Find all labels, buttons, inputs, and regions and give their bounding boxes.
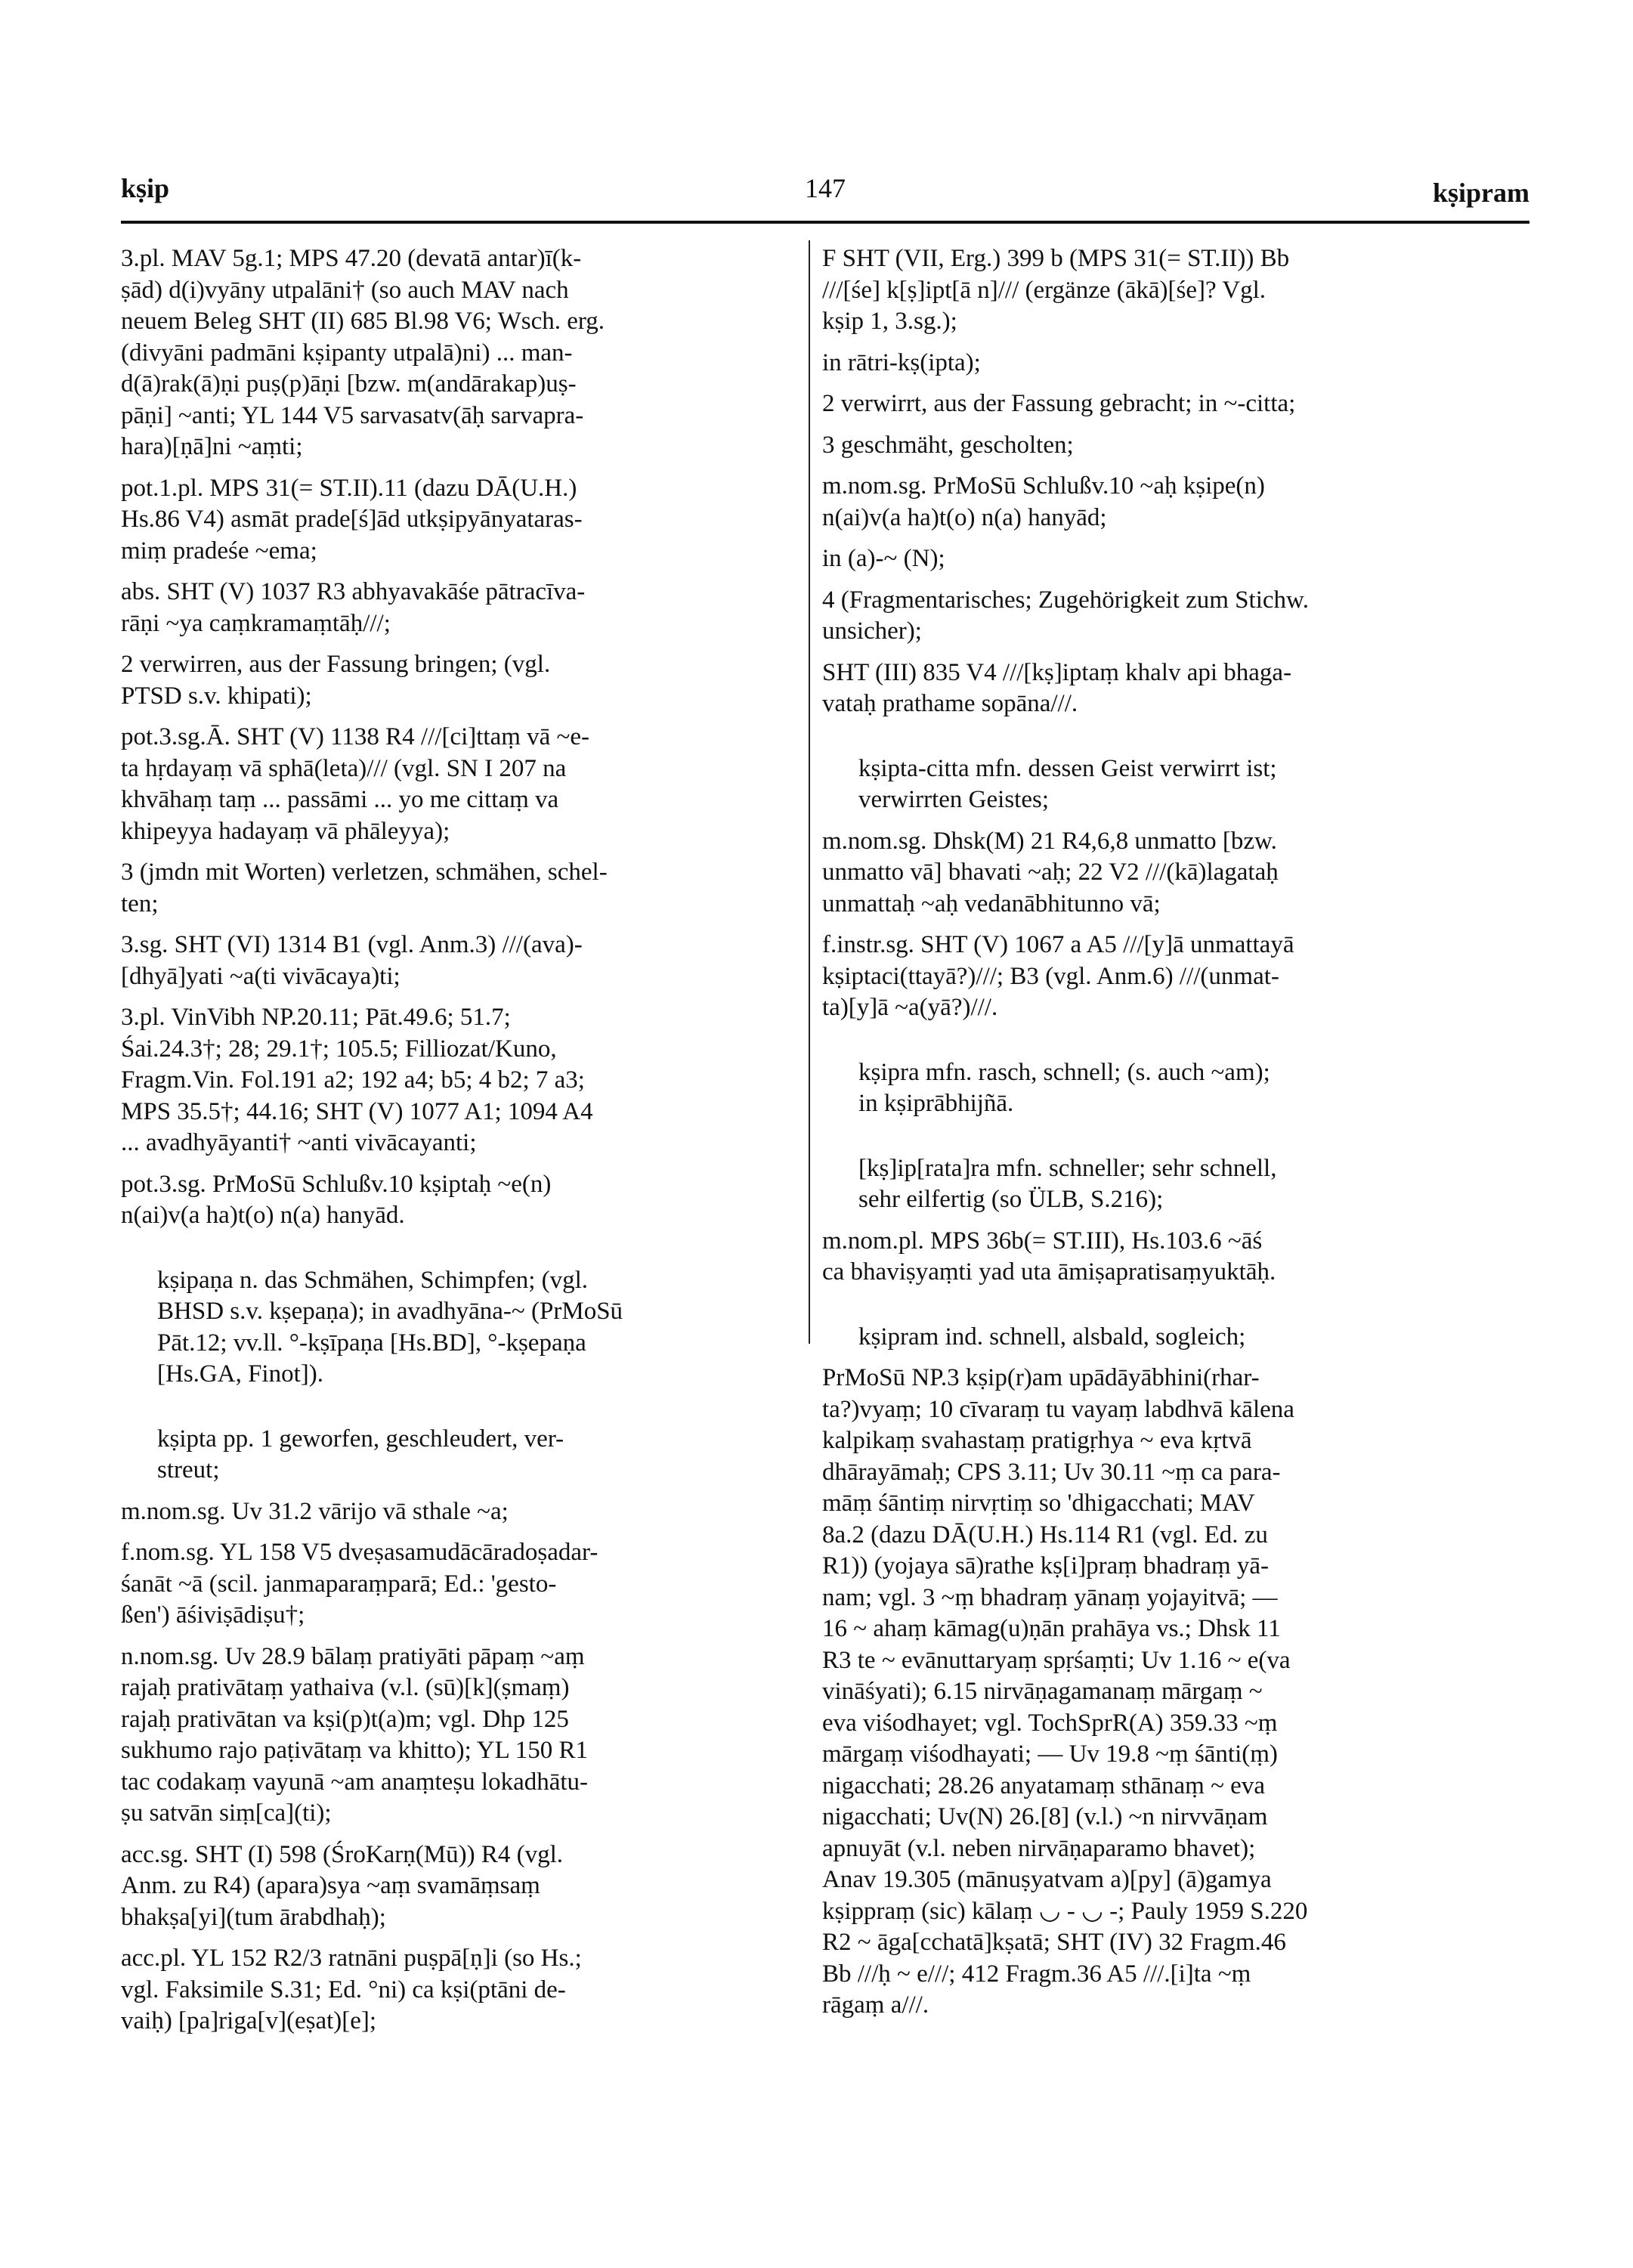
text-line: [Hs.GA, Finot]). — [157, 1360, 323, 1388]
text-line: vgl. Faksimile S.31; Ed. °ni) ca kṣi(ptāni de- — [121, 1976, 566, 2003]
text-line: Fragm.Vin. Fol.191 a2; 192 a4; b5; 4 b2; 7 a3; — [121, 1066, 585, 1094]
text-line: pot.1.pl. MPS 31(= ST.II).11 (dazu DĀ(U.H.) — [121, 474, 577, 502]
dictionary-entry-head — [822, 1057, 1529, 1120]
text-line: acc.sg. SHT (I) 598 (ŚroKarṇ(Mū)) R4 (vgl. — [121, 1840, 564, 1868]
dictionary-paragraph — [121, 1839, 795, 1934]
text-line: (divyāni padmāni kṣipanty utpalā)ni) ... man- — [121, 339, 573, 367]
text-line: ṣu satvān siṃ[ca](ti); — [121, 1799, 332, 1827]
text-line: unmatto vā] bhavati ~aḥ; 22 V2 ///(kā)lagataḥ — [822, 859, 1279, 886]
dictionary-paragraph — [822, 543, 1529, 575]
text-line: R2 ~ āga[cchatā]kṣatā; SHT (IV) 32 Fragm.46 — [822, 1929, 1286, 1956]
text-line: 4 (Fragmentarisches; Zugehörigkeit zum Stichw. — [822, 586, 1309, 614]
text-line: 3 (jmdn mit Worten) verletzen, schmähen, schel- — [121, 859, 608, 886]
text-line: nigacchati; Uv(N) 26.[8] (v.l.) ~n nirvvāṇam — [822, 1803, 1268, 1830]
text-line: sehr eilfertig (so ÜLB, S.216); — [858, 1186, 1164, 1213]
text-line: pot.3.sg. PrMoSū Schlußv.10 kṣiptaḥ ~e(n) — [121, 1170, 552, 1198]
text-line: d(ā)rak(ā)ṇi puṣ(p)āṇi [bzw. m(andārakap)uṣ- — [121, 370, 577, 398]
left-column — [121, 243, 795, 2047]
text-line: f.nom.sg. YL 158 V5 dveṣasamudācāradoṣadar- — [121, 1539, 598, 1566]
dictionary-entry-head — [822, 1322, 1529, 1354]
text-line: ta?)vyaṃ; 10 cīvaraṃ tu vayaṃ labdhvā kālena — [822, 1395, 1294, 1423]
text-line: unsicher); — [822, 617, 922, 645]
text-line: kṣipta pp. 1 geworfen, geschleudert, ver- — [157, 1425, 564, 1453]
text-line: acc.pl. YL 152 R2/3 ratnāni puṣpā[ṇ]i (so Hs.; — [121, 1945, 582, 1972]
text-line: 3 geschmäht, gescholten; — [822, 431, 1074, 459]
left-guide-word: kṣip — [121, 173, 170, 203]
text-line: SHT (III) 835 V4 ///[kṣ]iptaṃ khalv api bhaga- — [822, 658, 1292, 686]
text-line: nigacchati; 28.26 anyatamaṃ sthānaṃ ~ eva — [822, 1771, 1265, 1799]
dictionary-paragraph — [822, 388, 1529, 420]
dictionary-paragraph — [121, 1943, 795, 2037]
text-line: mārgaṃ viśodhayati; — Uv 19.8 ~ṃ śānti(ṃ) — [822, 1740, 1278, 1768]
text-line: [dhyā]yati ~a(ti vivācaya)ti; — [121, 962, 401, 990]
dictionary-entry-head — [822, 1153, 1529, 1216]
dictionary-paragraph — [822, 243, 1529, 338]
text-line: rajaḥ prativātaṃ yathaiva (v.l. (sū)[k](ṣmaṃ) — [121, 1674, 570, 1701]
text-line: m.nom.sg. Dhsk(M) 21 R4,6,8 unmatto [bzw. — [822, 827, 1277, 855]
text-line: kṣipram ind. schnell, alsbald, sogleich; — [858, 1323, 1246, 1351]
text-line: F SHT (VII, Erg.) 399 b (MPS 31(= ST.II)) Bb — [822, 245, 1290, 272]
page-header — [121, 172, 1529, 218]
text-line: dhārayāmaḥ; CPS 3.11; Uv 30.11 ~ṃ ca para- — [822, 1458, 1281, 1486]
dictionary-paragraph — [121, 1496, 795, 1528]
text-line: Anav 19.305 (mānuṣyatvam a)[py] (ā)gamya — [822, 1866, 1272, 1893]
text-line: in rātri-kṣ(ipta); — [822, 348, 981, 376]
text-line: m.nom.pl. MPS 36b(= ST.III), Hs.103.6 ~āś — [822, 1227, 1263, 1255]
text-line: PTSD s.v. khipati); — [121, 682, 312, 710]
dictionary-paragraph — [822, 658, 1529, 720]
dictionary-entry-head — [121, 1424, 795, 1487]
text-line: tac codakaṃ vayunā ~am anaṃteṣu lokadhātu- — [121, 1768, 589, 1796]
text-line: BHSD s.v. kṣepaṇa); in avadhyāna-~ (PrMoSū — [157, 1298, 623, 1325]
text-line: neuem Beleg SHT (II) 685 Bl.98 V6; Wsch. erg. — [121, 308, 605, 335]
text-line: rajaḥ prativātan va kṣi(p)t(a)m; vgl. Dhp 125 — [121, 1705, 569, 1733]
text-line: 3.pl. MAV 5g.1; MPS 47.20 (devatā antar)ī(k- — [121, 245, 582, 272]
text-line: vaiḥ) [pa]riga[v](eṣat)[e]; — [121, 2007, 377, 2034]
dictionary-entry-head — [121, 1265, 795, 1391]
text-line: pāṇi] ~anti; YL 144 V5 sarvasatv(āḥ sarvapra- — [121, 401, 584, 429]
dictionary-paragraph — [121, 857, 795, 920]
text-line: MPS 35.5†; 44.16; SHT (V) 1077 A1; 1094 A4 — [121, 1097, 593, 1125]
dictionary-paragraph — [121, 1537, 795, 1632]
text-line: Hs.86 V4) asmāt prade[ś]ād utkṣipyānyataras- — [121, 506, 583, 533]
text-line: bhakṣa[yi](tum ārabdhaḥ); — [121, 1903, 386, 1931]
text-line: 2 verwirren, aus der Fassung bringen; (vgl. — [121, 651, 551, 678]
text-line: kalpikaṃ svahastaṃ pratigṛhya ~ eva kṛtvā — [822, 1427, 1252, 1454]
text-line: māṃ śāntiṃ nirvṛtiṃ so 'dhigacchati; MAV — [822, 1490, 1255, 1517]
dictionary-paragraph — [121, 930, 795, 992]
text-line: ta)[y]ā ~a(yā?)///. — [822, 994, 998, 1021]
dictionary-paragraph — [822, 826, 1529, 921]
text-line: R1)) (yojaya sā)rathe kṣ[i]praṃ bhadraṃ yā- — [822, 1552, 1270, 1580]
dictionary-paragraph — [822, 585, 1529, 648]
text-line: 2 verwirrt, aus der Fassung gebracht; in ~-citta; — [822, 390, 1296, 417]
dictionary-paragraph — [121, 1002, 795, 1159]
text-line: nam; vgl. 3 ~ṃ bhadraṃ yānaṃ yojayitvā; — — [822, 1583, 1278, 1611]
dictionary-paragraph — [121, 649, 795, 712]
text-line: ... avadhyāyanti† ~anti vivācayanti; — [121, 1129, 477, 1156]
dictionary-paragraph — [121, 1641, 795, 1830]
header-rule — [121, 221, 1529, 224]
text-line: rāṇi ~ya caṃkramaṃtāḥ///; — [121, 609, 391, 637]
text-line: ta hṛdayaṃ vā sphā(leta)/// (vgl. SN I 207 na — [121, 754, 567, 782]
text-line: streut; — [157, 1456, 220, 1484]
text-line: kṣip 1, 3.sg.); — [822, 308, 957, 335]
page-number: 147 — [805, 173, 846, 203]
dictionary-paragraph — [121, 243, 795, 463]
text-line: kṣipaṇa n. das Schmähen, Schimpfen; (vgl. — [157, 1266, 589, 1294]
text-line: vataḥ prathame sopāna///. — [822, 690, 1078, 717]
text-line: n(ai)v(a ha)t(o) n(a) hanyād. — [121, 1202, 405, 1229]
text-line: Anm. zu R4) (apara)sya ~aṃ svamāṃsaṃ — [121, 1872, 540, 1899]
dictionary-entry-head — [822, 753, 1529, 816]
text-line: in kṣiprābhijñā. — [858, 1090, 1014, 1117]
text-line: m.nom.sg. Uv 31.2 vārijo vā sthale ~a; — [121, 1497, 509, 1525]
text-line: ///[śe] k[ṣ]ipt[ā n]/// (ergänze (ākā)[śe]? Vgl. — [822, 276, 1267, 304]
dictionary-paragraph — [121, 1169, 795, 1232]
text-line: Śai.24.3†; 28; 29.1†; 105.5; Filliozat/Kuno, — [121, 1035, 557, 1063]
text-line: n.nom.sg. Uv 28.9 bālaṃ pratiyāti pāpaṃ ~aṃ — [121, 1642, 585, 1670]
text-line: pot.3.sg.Ā. SHT (V) 1138 R4 ///[ci]ttaṃ vā ~e- — [121, 723, 590, 750]
text-line: n(ai)v(a ha)t(o) n(a) hanyād; — [822, 503, 1107, 531]
text-line: vināśyati); 6.15 nirvāṇagamanaṃ mārgaṃ ~ — [822, 1678, 1263, 1705]
text-line: kṣippraṃ (sic) kālaṃ ◡ - ◡ -; Pauly 1959 S.220 — [822, 1897, 1308, 1925]
text-line: 16 ~ ahaṃ kāmag(u)ṇān prahāya vs.; Dhsk 11 — [822, 1615, 1281, 1642]
text-line: kṣipta-citta mfn. dessen Geist verwirrt ist; — [858, 754, 1277, 782]
text-line: 3.sg. SHT (VI) 1314 B1 (vgl. Anm.3) ///(ava)- — [121, 931, 583, 958]
text-line: [kṣ]ip[rata]ra mfn. schneller; sehr schnell, — [858, 1154, 1277, 1182]
text-line: f.instr.sg. SHT (V) 1067 a A5 ///[y]ā unmattayā — [822, 931, 1294, 958]
text-line: Pāt.12; vv.ll. °-kṣīpaṇa [Hs.BD], °-kṣepaṇa — [157, 1329, 586, 1357]
text-line: ṣād) d(i)vyāny utpalāni† (so auch MAV nach — [121, 276, 569, 304]
dictionary-paragraph — [822, 430, 1529, 462]
text-line: R3 te ~ evānuttaryaṃ spṛśaṃti; Uv 1.16 ~ e(va — [822, 1646, 1291, 1674]
text-line: sukhumo rajo paṭivātaṃ va khitto); YL 150 R1 — [121, 1737, 589, 1764]
text-line: miṃ pradeśe ~ema; — [121, 537, 317, 565]
column-divider — [809, 240, 810, 1344]
text-line: rāgaṃ a///. — [822, 1991, 929, 2019]
text-line: śanāt ~ā (scil. janmaparaṃparā; Ed.: 'gesto- — [121, 1570, 557, 1598]
text-line: eva viśodhayet; vgl. TochSprR(A) 359.33 ~ṃ — [822, 1709, 1278, 1737]
text-line: Bb ///ḥ ~ e///; 412 Fragm.36 A5 ///.[i]ta ~ṃ — [822, 1960, 1251, 1988]
text-line: 8a.2 (dazu DĀ(U.H.) Hs.114 R1 (vgl. Ed. zu — [822, 1521, 1268, 1549]
right-guide-word: kṣipram — [1432, 178, 1529, 208]
text-line: khipeyya hadayaṃ vā phāleyya); — [121, 817, 450, 845]
text-line: m.nom.sg. PrMoSū Schlußv.10 ~aḥ kṣipe(n) — [822, 472, 1265, 500]
dictionary-paragraph — [822, 1363, 1529, 2022]
text-line: khvāhaṃ taṃ ... passāmi ... yo me cittaṃ va — [121, 786, 559, 813]
text-line: abs. SHT (V) 1037 R3 abhyavakāśe pātracīva- — [121, 578, 586, 605]
dictionary-paragraph — [121, 722, 795, 847]
text-line: hara)[ṇā]ni ~aṃti; — [121, 433, 303, 460]
text-line: kṣipra mfn. rasch, schnell; (s. auch ~am); — [858, 1058, 1270, 1086]
text-line: kṣiptaci(ttayā?)///; B3 (vgl. Anm.6) ///(unmat- — [822, 962, 1279, 990]
text-line: ßen') āśiviṣādiṣu†; — [121, 1601, 305, 1629]
dictionary-paragraph — [822, 471, 1529, 534]
dictionary-paragraph — [121, 473, 795, 568]
text-line: in (a)-~ (N); — [822, 545, 945, 572]
dictionary-paragraph — [822, 930, 1529, 1024]
right-column — [822, 243, 1529, 2031]
text-line: PrMoSū NP.3 kṣip(r)am upādāyābhini(rhar- — [822, 1364, 1260, 1391]
dictionary-paragraph — [822, 348, 1529, 379]
text-line: 3.pl. VinVibh NP.20.11; Pāt.49.6; 51.7; — [121, 1004, 511, 1031]
text-line: ten; — [121, 890, 159, 917]
text-line: unmattaḥ ~aḥ vedanābhitunno vā; — [822, 890, 1161, 917]
dictionary-paragraph — [121, 577, 795, 639]
text-line: apnuyāt (v.l. neben nirvāṇaparamo bhavet); — [822, 1834, 1256, 1862]
text-line: verwirrten Geistes; — [858, 786, 1049, 813]
dictionary-paragraph — [822, 1226, 1529, 1289]
text-line: ca bhaviṣyaṃti yad uta āmiṣapratisaṃyuktāḥ. — [822, 1258, 1276, 1286]
